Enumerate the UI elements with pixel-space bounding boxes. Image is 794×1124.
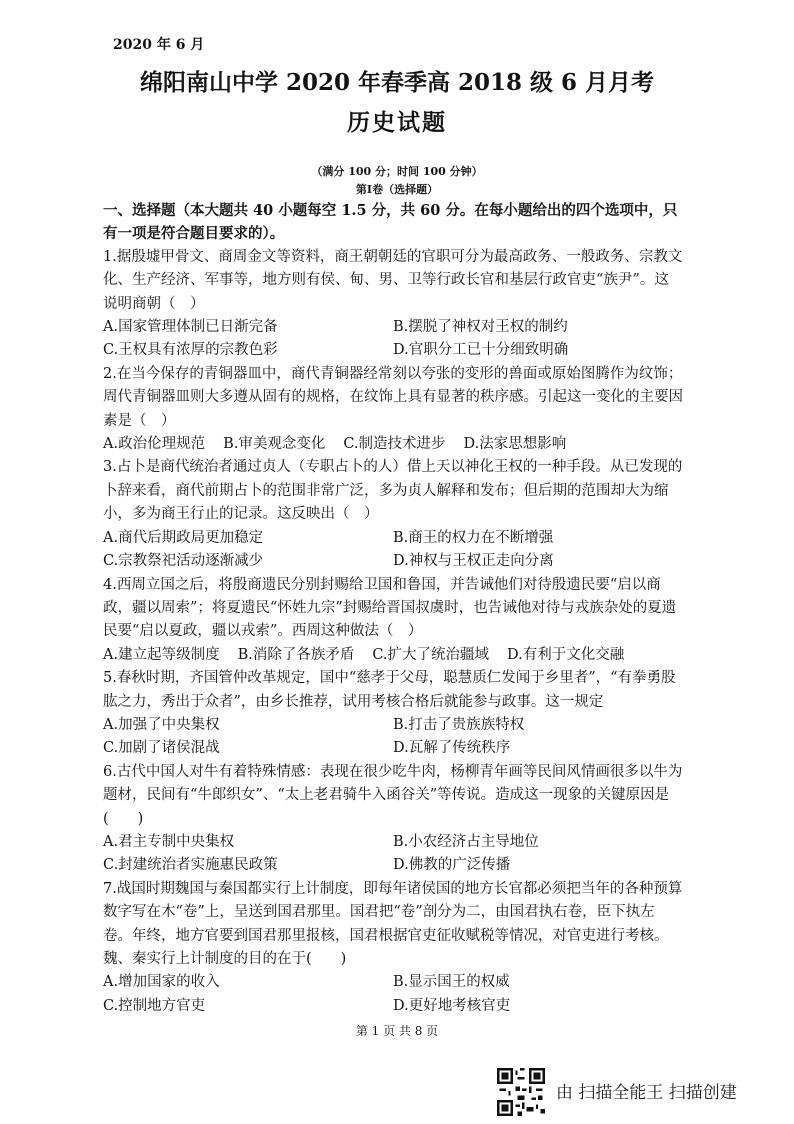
question-1: [103, 246, 683, 363]
option-a: A.建立起等级制度: [103, 646, 220, 663]
scanner-watermark: 由 扫描全能王 扫描创建: [556, 1083, 737, 1103]
question-body: [103, 199, 683, 1018]
question-stem: 6.古代中国人对牛有着特殊情感：表现在很少吃牛肉，杨柳青年画等民间风情画很多以牛为题材，民间有“牛郎织女”、“太上老君骑牛入函谷关”等传说。造成这一现象的关键原因是( ): [103, 763, 683, 827]
question-4: [103, 574, 683, 668]
question-stem: 7.战国时期魏国与秦国都实行上计制度，即每年诸侯国的地方长官都必须把当年的各种预算数字写在木“卷”上，呈送到国君那里。国君把“卷”剖分为二，由国君执右卷，臣下执左卷。年终，地方官要到国君那里报核，国君根据官吏征收赋税等情况，对官吏进行考核。魏、秦实行上计制度的目的在于( ): [103, 880, 683, 967]
option-c: C.制造技术进步: [343, 436, 446, 453]
option-c: C.控制地方官吏: [103, 997, 206, 1014]
option-b: B.审美观念变化: [223, 436, 326, 453]
exam-date: 2020 年 6 月: [113, 37, 205, 53]
option-d: D.神权与王权正走向分离: [393, 553, 554, 570]
option-a: A.国家管理体制已日渐完备: [103, 319, 278, 336]
option-c: C.封建统治者实施惠民政策: [103, 857, 278, 874]
section-heading: 一、选择题（本大题共 40 小题每空 1.5 分，共 60 分。在每小题给出的四个选项中，只有一项是符合题目要求的）。: [103, 202, 678, 243]
question-6: [103, 761, 683, 878]
question-stem: 2.在当今保存的青铜器皿中，商代青铜器经常刻以夸张的变形的兽面或原始图腾作为纹饰；周代青铜器皿则大多遵从固有的规格，在纹饰上具有显著的秩序感。引起这一变化的主要因素是（ ）: [103, 365, 683, 429]
option-c: C.扩大了统治疆域: [372, 646, 490, 663]
option-b: B.打击了贵族族特权: [393, 716, 525, 733]
option-b: B.商王的权力在不断增强: [393, 529, 554, 546]
option-a: A.增加国家的收入: [103, 974, 220, 991]
question-stem: 1.据殷墟甲骨文、商周金文等资料，商王朝朝廷的官职可分为最高政务、一般政务、宗教文化、生产经济、军事等，地方则有侯、甸、男、卫等行政长官和基层行政官吏“族尹”。这说明商朝（ ）: [103, 248, 683, 312]
option-d: D.更好地考核官吏: [393, 997, 511, 1014]
question-5: [103, 667, 683, 761]
option-b: B.摆脱了神权对王权的制约: [393, 319, 568, 336]
question-2: [103, 363, 683, 457]
option-c: C.加剧了诸侯混战: [103, 740, 220, 757]
question-stem: 5.春秋时期，齐国管仲改革规定，国中“慈孝于父母，聪慧质仁发闻于乡里者”，“有拳勇股肱之力，秀出于众者”，由乡长推荐，试用考核合格后就能参与政事。这一规定: [103, 670, 676, 710]
option-a: A.政治伦理规范: [103, 436, 206, 453]
qr-code-icon: [497, 1068, 545, 1116]
option-a: A.君主专制中央集权: [103, 833, 235, 850]
exam-subtitle: 历史试题: [347, 109, 447, 136]
option-c: C.王权具有浓厚的宗教色彩: [103, 342, 278, 359]
option-c: C.宗教祭祀活动逐渐减少: [103, 553, 264, 570]
question-3: [103, 456, 683, 573]
option-d: D.瓦解了传统秩序: [393, 740, 511, 757]
option-a: A.商代后期政局更加稳定: [103, 529, 264, 546]
option-d: D.法家思想影响: [463, 436, 567, 453]
score-time-note: （满分 100 分；时间 100 分钟）: [311, 165, 483, 178]
option-d: D.官职分工已十分细致明确: [393, 342, 569, 359]
question-7: [103, 878, 683, 1018]
option-d: D.佛教的广泛传播: [393, 857, 511, 874]
question-stem: 4.西周立国之后，将殷商遗民分别封赐给卫国和鲁国，并告诫他们对待殷遗民要“启以商政，疆以周索”；将夏遗民“怀姓九宗”封赐给晋国叔虞时，也告诫他对待与戎族杂处的夏遗民要“启以夏政，疆以戎索”。西周这种做法（ ）: [103, 576, 677, 640]
question-stem: 3.占卜是商代统治者通过贞人（专职占卜的人）借上天以神化王权的一种手段。从已发现的卜辞来看，商代前期占卜的范围非常广泛，多为贞人解释和发布；但后期的范围却大为缩小，多为商王行止的记录。这反映出（ ）: [103, 459, 683, 523]
option-a: A.加强了中央集权: [103, 716, 220, 733]
option-d: D.有利于文化交融: [507, 646, 625, 663]
volume-heading: 第Ⅰ卷（选择题）: [355, 183, 439, 196]
option-b: B.小农经济占主导地位: [393, 833, 539, 850]
exam-title: 绵阳南山中学 2020 年春季高 2018 级 6 月月考: [139, 69, 655, 96]
option-b: B.消除了各族矛盾: [237, 646, 355, 663]
page-number: 第 1 页 共 8 页: [355, 1024, 439, 1038]
option-b: B.显示国王的权威: [393, 974, 510, 991]
